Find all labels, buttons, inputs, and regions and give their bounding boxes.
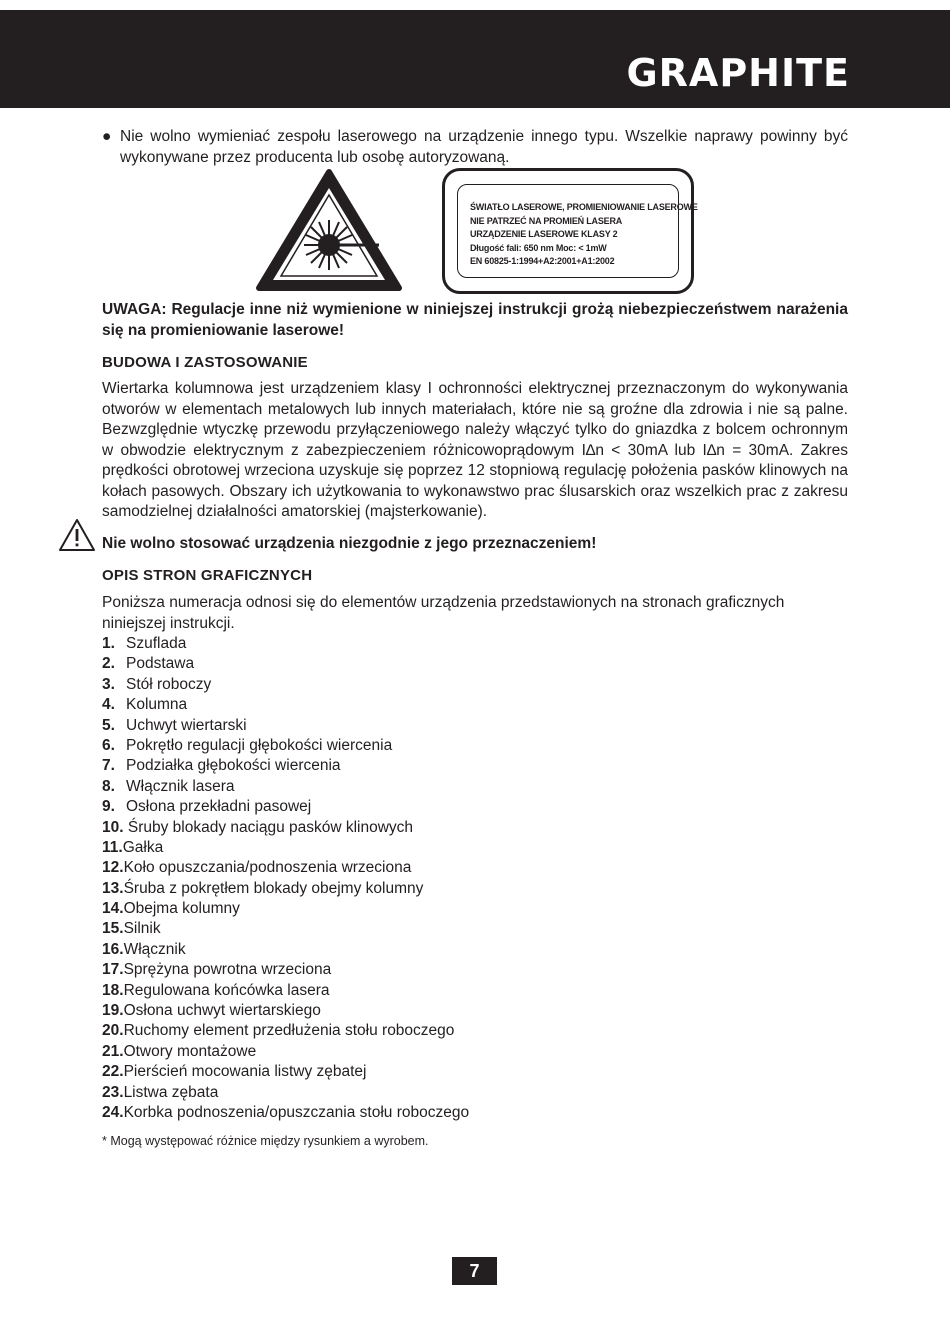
item-label: Koło opuszczania/podnoszenia wrzeciona xyxy=(123,859,412,877)
list-item xyxy=(102,1103,469,1123)
list-item xyxy=(102,1021,469,1041)
list-item xyxy=(102,695,469,715)
item-number: 17. xyxy=(102,961,124,979)
page-number: 7 xyxy=(452,1257,497,1285)
item-number: 13. xyxy=(102,879,124,897)
item-label: Obejma kolumny xyxy=(123,900,240,918)
item-label: Podstawa xyxy=(126,655,195,673)
item-number: 11. xyxy=(102,838,123,856)
list-item xyxy=(102,797,469,817)
item-label: Szuflada xyxy=(126,635,187,652)
item-number: 2. xyxy=(102,655,115,673)
list-item xyxy=(102,716,469,736)
item-number: 22. xyxy=(102,1063,124,1081)
item-label: Śruba z pokrętłem blokady obejmy kolumny xyxy=(123,879,424,897)
item-label: Włącznik xyxy=(123,940,186,958)
item-label: Regulowana końcówka lasera xyxy=(123,981,330,999)
laser-warning-note: UWAGA: Regulacje inne niż wymienione w niniejszej instrukcji grożą niebezpieczeństwem narażenia się na promieniowanie laserowe! xyxy=(102,301,848,339)
list-item xyxy=(102,838,469,858)
item-number: 3. xyxy=(102,675,115,693)
list-item xyxy=(102,777,469,797)
item-label: Osłona uchwyt wiertarskiego xyxy=(123,1002,321,1020)
laser-class-label xyxy=(442,168,698,294)
list-item xyxy=(102,879,469,899)
item-label: Gałka xyxy=(122,838,164,856)
item-number: 21. xyxy=(102,1042,124,1060)
item-label: Podziałka głębokości wiercenia xyxy=(126,757,341,775)
item-number: 14. xyxy=(102,900,124,918)
laser-label-line: ŚWIATŁO LASEROWE, PROMIENIOWANIE LASEROWE xyxy=(470,202,698,212)
item-number: 15. xyxy=(102,920,124,938)
laser-label-line: URZĄDZENIE LASEROWE KLASY 2 xyxy=(470,229,618,239)
laser-label-line: NIE PATRZEĆ NA PROMIEŃ LASERA xyxy=(470,215,623,226)
item-number: 5. xyxy=(102,716,115,734)
item-label: Ruchomy element przedłużenia stołu roboczego xyxy=(123,1022,455,1040)
list-item xyxy=(102,899,469,919)
item-number: 16. xyxy=(102,940,124,958)
list-item xyxy=(102,1062,469,1082)
item-number: 4. xyxy=(102,696,115,714)
caution-text: Nie wolno stosować urządzenia niezgodnie z jego przeznaczeniem! xyxy=(102,535,597,552)
section-heading-graphics: OPIS STRON GRAFICZNYCH xyxy=(102,567,313,584)
item-number: 7. xyxy=(102,757,115,775)
item-label: Silnik xyxy=(123,920,161,938)
list-item xyxy=(102,675,469,695)
item-label: Korbka podnoszenia/opuszczania stołu roboczego xyxy=(123,1103,470,1121)
bullet-dot: ● xyxy=(102,128,112,145)
item-number: 9. xyxy=(102,798,115,816)
list-item xyxy=(102,654,469,674)
list-item xyxy=(102,940,469,960)
bullet-note xyxy=(102,126,848,168)
brand-logo: GRAPHITE xyxy=(626,51,850,95)
item-number: 20. xyxy=(102,1022,124,1040)
list-item xyxy=(102,919,469,939)
list-item xyxy=(102,736,469,756)
item-label: Śruby blokady naciągu pasków klinowych xyxy=(123,818,414,836)
bullet-text: Nie wolno wymieniać zespołu laserowego na urządzenie innego typu. Wszelkie naprawy powinny być wykonywane przez producenta lub osobę autoryzowaną. xyxy=(120,128,848,166)
list-item xyxy=(102,1042,469,1062)
section-heading-build: BUDOWA I ZASTOSOWANIE xyxy=(102,354,308,371)
list-item xyxy=(102,981,469,1001)
item-label: Włącznik lasera xyxy=(126,777,235,795)
section-body-build: Wiertarka kolumnowa jest urządzeniem klasy I ochronności elektrycznej przeznaczonym do wykonywania otworów w elementach metalowych lub innych materiałach, które nie są groźne dla zdrowia i nie są palne. Bezwzględnie wtyczkę przewodu przyłączeniowego należy włączyć tylko do gniazdka z bolcem ochronnym w obwodzie elektrycznym z zabezpieczeniem różnicowoprądowym I∆n < 30mA lub I∆n = 30mA. Zakres prędkości obrotowej wrzeciona uzyskuje się poprzez 12 stopniową regulację położenia pasków klinowych na kołach pasowych. Obszary ich użytkowania to wykonawstwo prac ślusarskich oraz wszelkich prac z zakresu samodzielnej działalności amatorskiej (majsterkowanie). xyxy=(102,380,848,520)
item-number: 1. xyxy=(102,635,115,652)
list-item xyxy=(102,1083,469,1103)
item-number: 10. xyxy=(102,818,124,836)
item-label: Pierścień mocowania listwy zębatej xyxy=(123,1063,367,1081)
laser-warning-triangle-icon xyxy=(255,168,403,294)
list-item xyxy=(102,1001,469,1021)
list-item xyxy=(102,858,469,878)
item-label: Pokrętło regulacji głębokości wiercenia xyxy=(126,736,393,754)
laser-label-line: Długość fali: 650 nm Moc: < 1mW xyxy=(470,242,607,253)
item-label: Uchwyt wiertarski xyxy=(126,716,247,734)
item-number: 24. xyxy=(102,1103,124,1121)
item-number: 8. xyxy=(102,777,115,795)
laser-label-line: EN 60825-1:1994+A2:2001+A1:2002 xyxy=(470,256,615,266)
item-number: 6. xyxy=(102,736,115,754)
item-number: 12. xyxy=(102,859,124,877)
list-item xyxy=(102,634,469,654)
laser-label-inner xyxy=(457,184,698,278)
item-label: Sprężyna powrotna wrzeciona xyxy=(123,961,332,979)
item-label: Stół roboczy xyxy=(126,675,212,693)
section-intro-graphics: Poniższa numeracja odnosi się do elementów urządzenia przedstawionych na stronach graficznych niniejszej instrukcji. xyxy=(102,594,785,632)
parts-list xyxy=(102,634,469,1123)
item-number: 23. xyxy=(102,1083,124,1101)
list-item xyxy=(102,960,469,980)
header-bar xyxy=(0,10,950,108)
item-label: Listwa zębata xyxy=(123,1083,219,1101)
item-label: Osłona przekładni pasowej xyxy=(126,798,312,816)
item-number: 19. xyxy=(102,1002,124,1020)
footnote: * Mogą występować różnice między rysunkiem a wyrobem. xyxy=(102,1134,429,1148)
caution-triangle-icon xyxy=(58,518,96,552)
list-item xyxy=(102,756,469,776)
item-label: Kolumna xyxy=(126,696,188,714)
list-item xyxy=(102,818,469,838)
item-label: Otwory montażowe xyxy=(123,1042,257,1060)
item-number: 18. xyxy=(102,981,124,999)
